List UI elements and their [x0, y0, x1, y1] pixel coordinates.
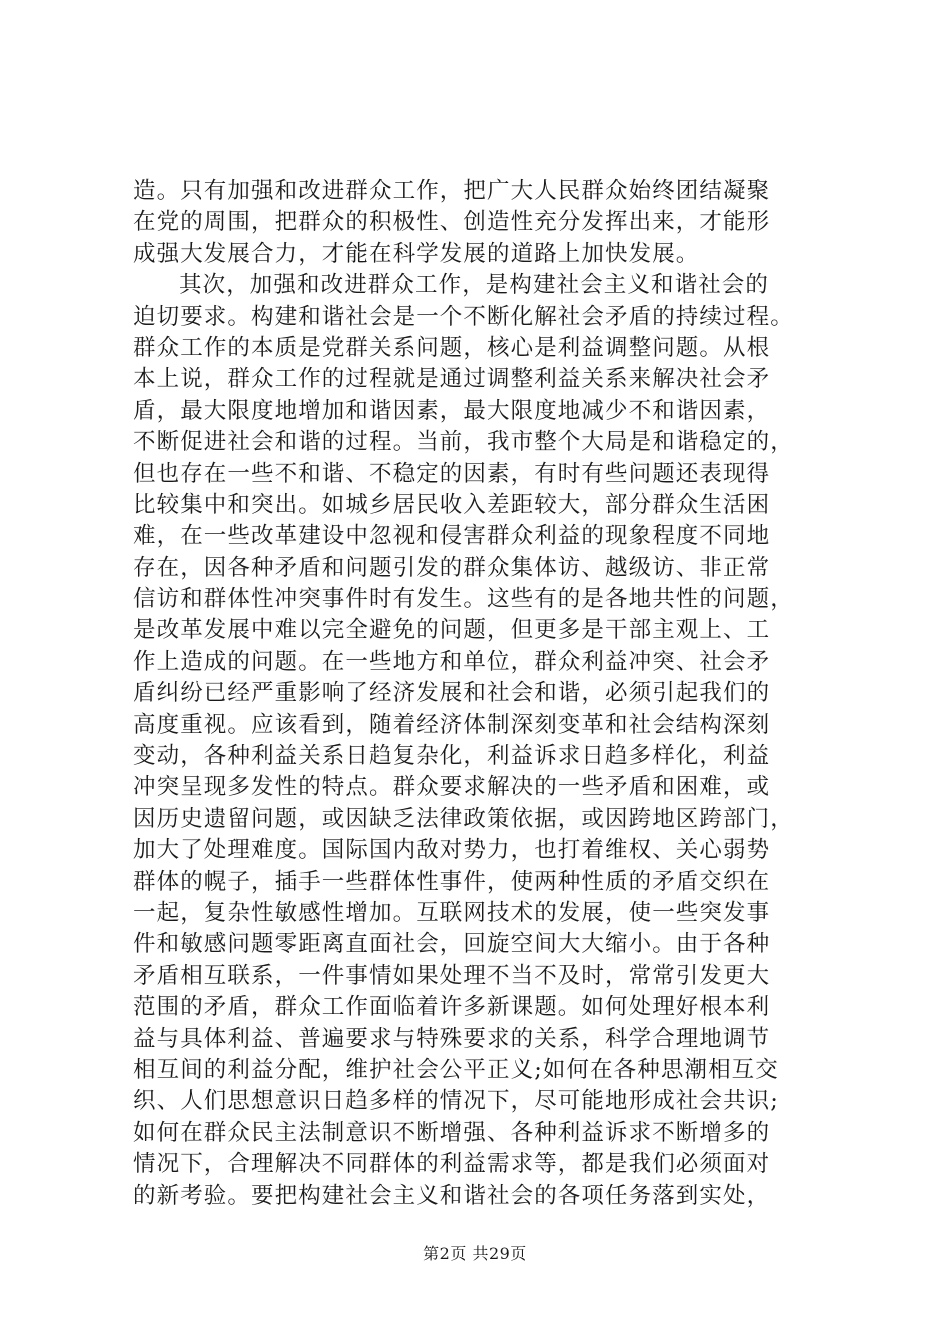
- body-text: [133, 176, 823, 1212]
- text-line: 难，在一些改革建设中忽视和侵害群众利益的现象程度不同地: [133, 523, 771, 550]
- text-line: 其次，加强和改进群众工作，是构建社会主义和谐社会的: [179, 272, 770, 299]
- text-line: 因历史遗留问题，或因缺乏法律政策依据，或因跨地区跨部门，: [133, 805, 794, 832]
- text-line: 相互间的利益分配，维护社会公平正义;如何在各种思潮相互交: [133, 1056, 779, 1083]
- text-line: 范围的矛盾，群众工作面临着许多新课题。如何处理好根本利: [133, 994, 771, 1021]
- text-line: 在党的周围，把群众的积极性、创造性充分发挥出来，才能形: [133, 209, 771, 236]
- text-line: 如何在群众民主法制意识不断增强、各种利益诉求不断增多的: [133, 1119, 771, 1146]
- text-line: 冲突呈现多发性的特点。群众要求解决的一些矛盾和困难，或: [133, 774, 771, 801]
- text-line: 件和敏感问题零距离直面社会，回旋空间大大缩小。由于各种: [133, 931, 771, 958]
- text-line: 造。只有加强和改进群众工作，把广大人民群众始终团结凝聚: [133, 178, 771, 204]
- text-line: 变动，各种利益关系日趋复杂化，利益诉求日趋多样化，利益: [133, 743, 771, 770]
- text-line: 的新考验。要把构建社会主义和谐社会的各项任务落到实处，: [133, 1182, 771, 1209]
- text-line: 成强大发展合力，才能在科学发展的道路上加快发展。: [133, 240, 700, 267]
- text-line: 情况下，合理解决不同群体的利益需求等，都是我们必须面对: [133, 1151, 771, 1178]
- text-line: 比较集中和突出。如城乡居民收入差距较大，部分群众生活困: [133, 491, 771, 518]
- text-line: 织、人们思想意识日趋多样的情况下，尽可能地形成社会共识;: [133, 1088, 779, 1115]
- text-line: 群众工作的本质是党群关系问题，核心是利益调整问题。从根: [133, 334, 771, 361]
- text-line: 迫切要求。构建和谐社会是一个不断化解社会矛盾的持续过程。: [133, 303, 794, 330]
- text-line: 信访和群体性冲突事件时有发生。这些有的是各地共性的问题，: [133, 586, 794, 613]
- text-line: 加大了处理难度。国际国内敌对势力，也打着维权、关心弱势: [133, 837, 771, 864]
- page-footer: 第2页 共29页: [423, 1244, 527, 1263]
- text-line: 盾纠纷已经严重影响了经济发展和社会和谐，必须引起我们的: [133, 680, 771, 707]
- text-line: 存在，因各种矛盾和问题引发的群众集体访、越级访、非正常: [133, 554, 771, 581]
- text-line: 本上说，群众工作的过程就是通过调整利益关系来解决社会矛: [133, 366, 771, 393]
- text-line: 盾，最大限度地增加和谐因素，最大限度地减少不和谐因素，: [133, 397, 771, 424]
- text-line: 益与具体利益、普遍要求与特殊要求的关系，科学合理地调节: [133, 1025, 771, 1052]
- text-line: 一起，复杂性敏感性增加。互联网技术的发展，使一些突发事: [133, 899, 771, 926]
- text-line: 是改革发展中难以完全避免的问题，但更多是干部主观上、工: [133, 617, 771, 644]
- text-line: 但也存在一些不和谐、不稳定的因素，有时有些问题还表现得: [133, 460, 771, 487]
- text-line: 群体的幌子，插手一些群体性事件，使两种性质的矛盾交织在: [133, 868, 771, 895]
- text-line: 高度重视。应该看到，随着经济体制深刻变革和社会结构深刻: [133, 711, 771, 738]
- text-line: 矛盾相互联系，一件事情如果处理不当不及时，常常引发更大: [133, 962, 771, 989]
- text-line: 不断促进社会和谐的过程。当前，我市整个大局是和谐稳定的，: [133, 429, 794, 456]
- text-line: 作上造成的问题。在一些地方和单位，群众利益冲突、社会矛: [133, 648, 771, 675]
